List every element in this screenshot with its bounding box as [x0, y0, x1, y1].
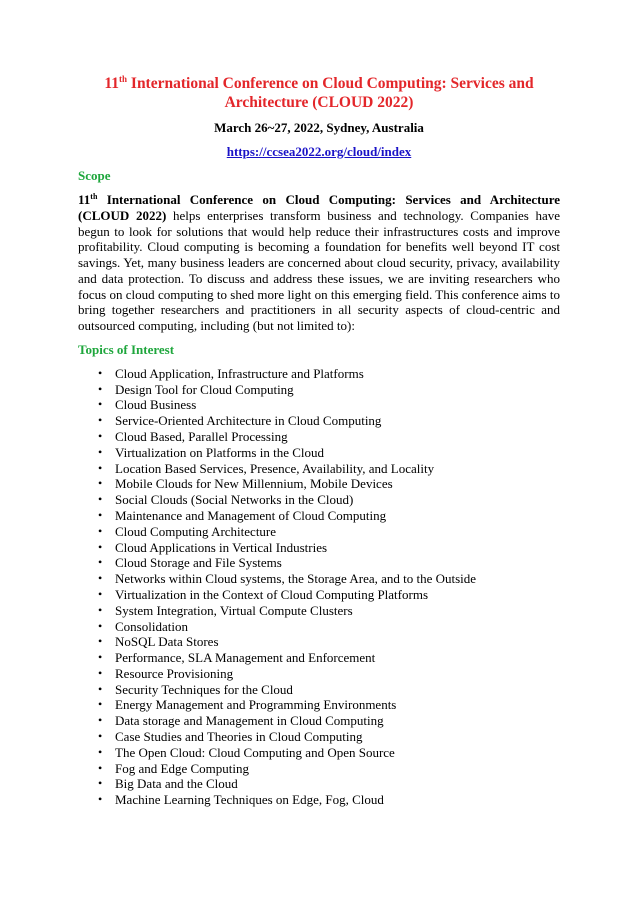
topic-item — [98, 650, 560, 666]
scope-paragraph — [78, 192, 560, 334]
topic-label: Performance, SLA Management and Enforcement — [115, 650, 376, 666]
topic-item — [98, 397, 560, 413]
topic-item — [98, 761, 560, 777]
bullet-icon: • — [98, 571, 103, 586]
topic-label: Machine Learning Techniques on Edge, Fog, Cloud — [115, 792, 384, 808]
bullet-icon: • — [98, 713, 103, 728]
topic-item — [98, 476, 560, 492]
topic-item — [98, 619, 560, 635]
bullet-icon: • — [98, 523, 103, 538]
bullet-icon: • — [98, 476, 103, 491]
topic-label: Big Data and the Cloud — [115, 776, 238, 792]
conference-url-line — [78, 144, 560, 160]
conference-dates: March 26~27, 2022, Sydney, Australia — [214, 120, 424, 135]
bullet-icon: • — [98, 776, 103, 791]
topic-label: Data storage and Management in Cloud Computing — [115, 713, 384, 729]
scope-lead-ordinal: 11 — [78, 192, 91, 207]
topic-label: The Open Cloud: Cloud Computing and Open Source — [115, 744, 395, 760]
bullet-icon: • — [98, 413, 103, 428]
topic-label: Energy Management and Programming Environments — [115, 697, 397, 713]
topic-label: Consolidation — [115, 618, 188, 634]
topic-label: NoSQL Data Stores — [115, 634, 219, 650]
conference-url-link[interactable]: https://ccsea2022.org/cloud/index — [226, 144, 412, 159]
topic-label: System Integration, Virtual Compute Clusters — [115, 602, 353, 618]
topic-item — [98, 382, 560, 398]
topic-label: Design Tool for Cloud Computing — [115, 381, 294, 397]
topic-label: Cloud Business — [115, 397, 197, 413]
topic-item — [98, 492, 560, 508]
scope-body: helps enterprises transform business and technology. Companies have begun to look for solutions that would help reduce their infrastructures costs and improve profitability. Cloud computing is becoming a foundation for benefits well beyond IT cost savings. Yet, many business leaders are concerned about cloud security, privacy, availability and data protection. To discuss and address these issues, we are inviting researchers who focus on cloud computing to shed more light on this emerging field. This conference aims to bring together researchers and practitioners in all security aspects of cloud-centric and outsourced computing, including (but not limited to): — [78, 207, 560, 333]
topic-label: Security Techniques for the Cloud — [115, 681, 293, 697]
title-line-1: International Conference on Cloud Computing: Services and — [127, 75, 534, 92]
topic-item — [98, 729, 560, 745]
topic-label: Fog and Edge Computing — [115, 760, 249, 776]
bullet-icon: • — [98, 744, 103, 759]
topic-item — [98, 682, 560, 698]
topic-label: Cloud Application, Infrastructure and Platforms — [115, 365, 364, 381]
bullet-icon: • — [98, 729, 103, 744]
topic-label: Cloud Computing Architecture — [115, 523, 277, 539]
bullet-icon: • — [98, 365, 103, 380]
topic-item — [98, 508, 560, 524]
topic-item — [98, 603, 560, 619]
topic-label: Cloud Based, Parallel Processing — [115, 428, 288, 444]
topic-label: Location Based Services, Presence, Availability, and Locality — [115, 460, 435, 476]
topic-item — [98, 555, 560, 571]
topic-item — [98, 745, 560, 761]
conference-title — [78, 74, 560, 112]
title-line-2: Architecture (CLOUD 2022) — [224, 94, 414, 111]
topic-item — [98, 571, 560, 587]
bullet-icon: • — [98, 586, 103, 601]
bullet-icon: • — [98, 555, 103, 570]
bullet-icon: • — [98, 665, 103, 680]
topic-item — [98, 776, 560, 792]
bullet-icon: • — [98, 681, 103, 696]
scope-lead-conference-name: International Conference on Cloud Computing: Services and Architecture (CLOUD 2022) — [78, 192, 560, 223]
bullet-icon: • — [98, 539, 103, 554]
topic-item — [98, 713, 560, 729]
topic-label: Social Clouds (Social Networks in the Cloud) — [115, 492, 354, 508]
bullet-icon: • — [98, 492, 103, 507]
topic-label: Service-Oriented Architecture in Cloud Computing — [115, 413, 382, 429]
topic-label: Cloud Storage and File Systems — [115, 555, 282, 571]
topic-label: Case Studies and Theories in Cloud Computing — [115, 729, 363, 745]
bullet-icon: • — [98, 397, 103, 412]
topic-label: Maintenance and Management of Cloud Computing — [115, 507, 387, 523]
title-ordinal-suffix: th — [119, 74, 128, 84]
topics-list — [78, 366, 560, 808]
topic-item — [98, 792, 560, 808]
scope-heading: Scope — [78, 168, 111, 183]
topics-heading: Topics of Interest — [78, 341, 175, 357]
topic-item — [98, 366, 560, 382]
bullet-icon: • — [98, 634, 103, 649]
topic-item — [98, 634, 560, 650]
bullet-icon: • — [98, 444, 103, 459]
bullet-icon: • — [98, 618, 103, 633]
bullet-icon: • — [98, 381, 103, 396]
bullet-icon: • — [98, 460, 103, 475]
topic-item — [98, 413, 560, 429]
bullet-icon: • — [98, 792, 103, 807]
bullet-icon: • — [98, 507, 103, 522]
topic-label: Mobile Clouds for New Millennium, Mobile Devices — [115, 476, 393, 492]
topic-item — [98, 429, 560, 445]
topic-item — [98, 445, 560, 461]
topic-item — [98, 524, 560, 540]
bullet-icon: • — [98, 428, 103, 443]
bullet-icon: • — [98, 650, 103, 665]
bullet-icon: • — [98, 602, 103, 617]
topic-label: Virtualization on Platforms in the Cloud — [115, 444, 324, 460]
bullet-icon: • — [98, 760, 103, 775]
topic-label: Virtualization in the Context of Cloud Computing Platforms — [115, 586, 428, 602]
bullet-icon: • — [98, 697, 103, 712]
topic-item — [98, 587, 560, 603]
topic-label: Networks within Cloud systems, the Storage Area, and to the Outside — [115, 571, 477, 587]
topic-label: Resource Provisioning — [115, 665, 234, 681]
topic-item — [98, 540, 560, 556]
scope-lead-ordinal-suffix: th — [90, 192, 98, 201]
topic-item — [98, 697, 560, 713]
topic-item — [98, 666, 560, 682]
topic-item — [98, 461, 560, 477]
topic-label: Cloud Applications in Vertical Industries — [115, 539, 328, 555]
title-ordinal: 11 — [104, 75, 120, 92]
